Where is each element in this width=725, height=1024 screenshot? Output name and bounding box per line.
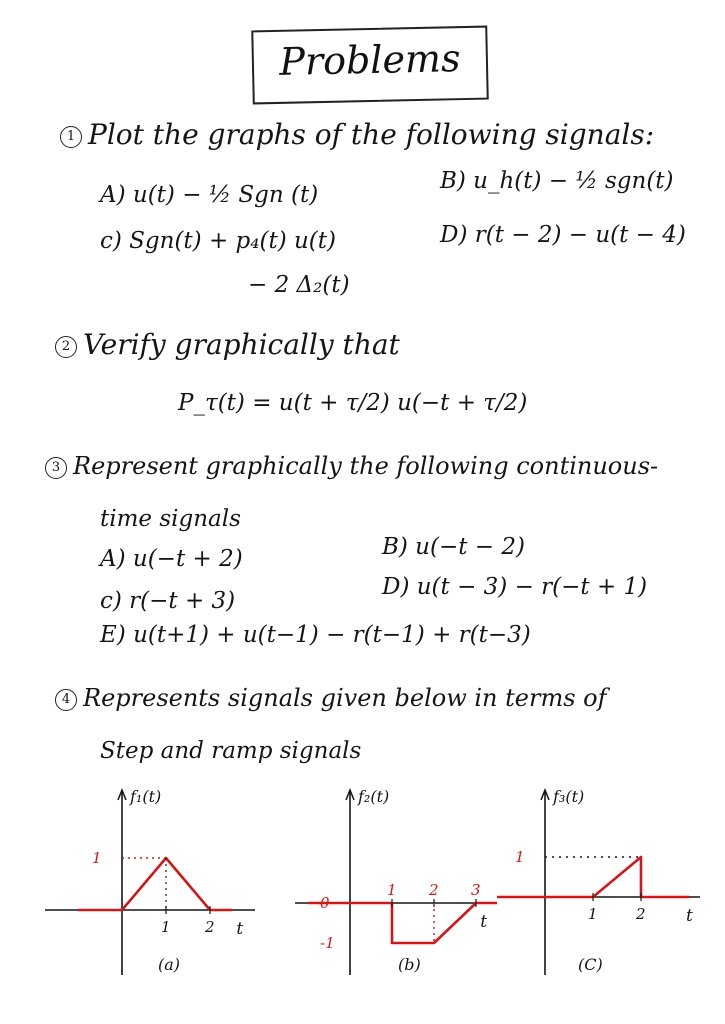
graph-3-caption: (C)	[578, 955, 603, 974]
q4-heading	[55, 684, 607, 712]
graph-1-xtick-1: 1	[161, 918, 171, 936]
q4-prompt: Represents signals given below in terms of	[83, 684, 607, 712]
graph-3-ytick-1: 1	[515, 848, 525, 866]
q2-prompt: Verify graphically that	[83, 328, 400, 361]
graph-2-ylabel: f₂(t)	[358, 787, 390, 806]
graph-2-xtick-1: 1	[387, 881, 397, 899]
q3-d: D) u(t − 3) − r(−t + 1)	[382, 574, 648, 600]
q1-c2: − 2 Δ₂(t)	[248, 272, 350, 298]
page-title: Problems	[278, 36, 461, 84]
q3-e: E) u(t+1) + u(t−1) − r(t−1) + r(t−3)	[100, 622, 531, 648]
q1-number: 1	[60, 126, 82, 148]
q4-number: 4	[55, 689, 77, 711]
q3-heading	[45, 452, 658, 480]
q1-prompt: Plot the graphs of the following signals:	[88, 118, 655, 151]
graph-1-tlabel: t	[236, 919, 244, 939]
q1-c: c) Sgn(t) + p₄(t) u(t)	[100, 228, 336, 254]
graph-3-xtick-2: 2	[636, 905, 646, 923]
q3-c: c) r(−t + 3)	[100, 588, 236, 614]
graph-2-ytick-0: 0	[320, 894, 330, 912]
q1-b: B) u_h(t) − ½ sgn(t)	[440, 168, 674, 194]
q3-b: B) u(−t − 2)	[382, 534, 525, 560]
graph-2-xtick-2: 2	[429, 881, 439, 899]
q3-number: 3	[45, 457, 67, 479]
graph-2-xtick-3: 3	[471, 881, 481, 899]
q2-heading	[55, 328, 400, 361]
graph-3-signal	[497, 857, 689, 897]
q2-formula: P_τ(t) = u(t + τ/2) u(−t + τ/2)	[178, 390, 528, 416]
graph-1-ytick-1: 1	[92, 849, 102, 867]
graph-3-tlabel: t	[686, 906, 693, 926]
q3-a: A) u(−t + 2)	[100, 546, 243, 572]
q1-heading	[60, 118, 654, 151]
title-box	[251, 26, 488, 105]
q3-prompt: Represent graphically the following continuous-	[73, 452, 659, 480]
graph-1-caption: (a)	[158, 955, 181, 974]
graph-2-tlabel: t	[480, 912, 488, 932]
q3-prompt2: time signals	[100, 506, 241, 532]
q1-a: A) u(t) − ½ Sgn (t)	[100, 182, 319, 208]
signal-graphs	[0, 770, 725, 1010]
q1-d: D) r(t − 2) − u(t − 4)	[440, 222, 686, 248]
graph-3-ylabel: f₃(t)	[553, 787, 585, 806]
graph-2-signal	[308, 903, 497, 943]
q2-number: 2	[55, 336, 77, 358]
graph-1-ylabel: f₁(t)	[130, 787, 162, 806]
graph-1-xtick-2: 2	[205, 918, 215, 936]
q4-prompt2: Step and ramp signals	[100, 738, 362, 764]
graph-3-xtick-1: 1	[588, 905, 598, 923]
graph-2-ytick--1: -1	[320, 934, 335, 952]
graph-2-caption: (b)	[398, 955, 421, 974]
